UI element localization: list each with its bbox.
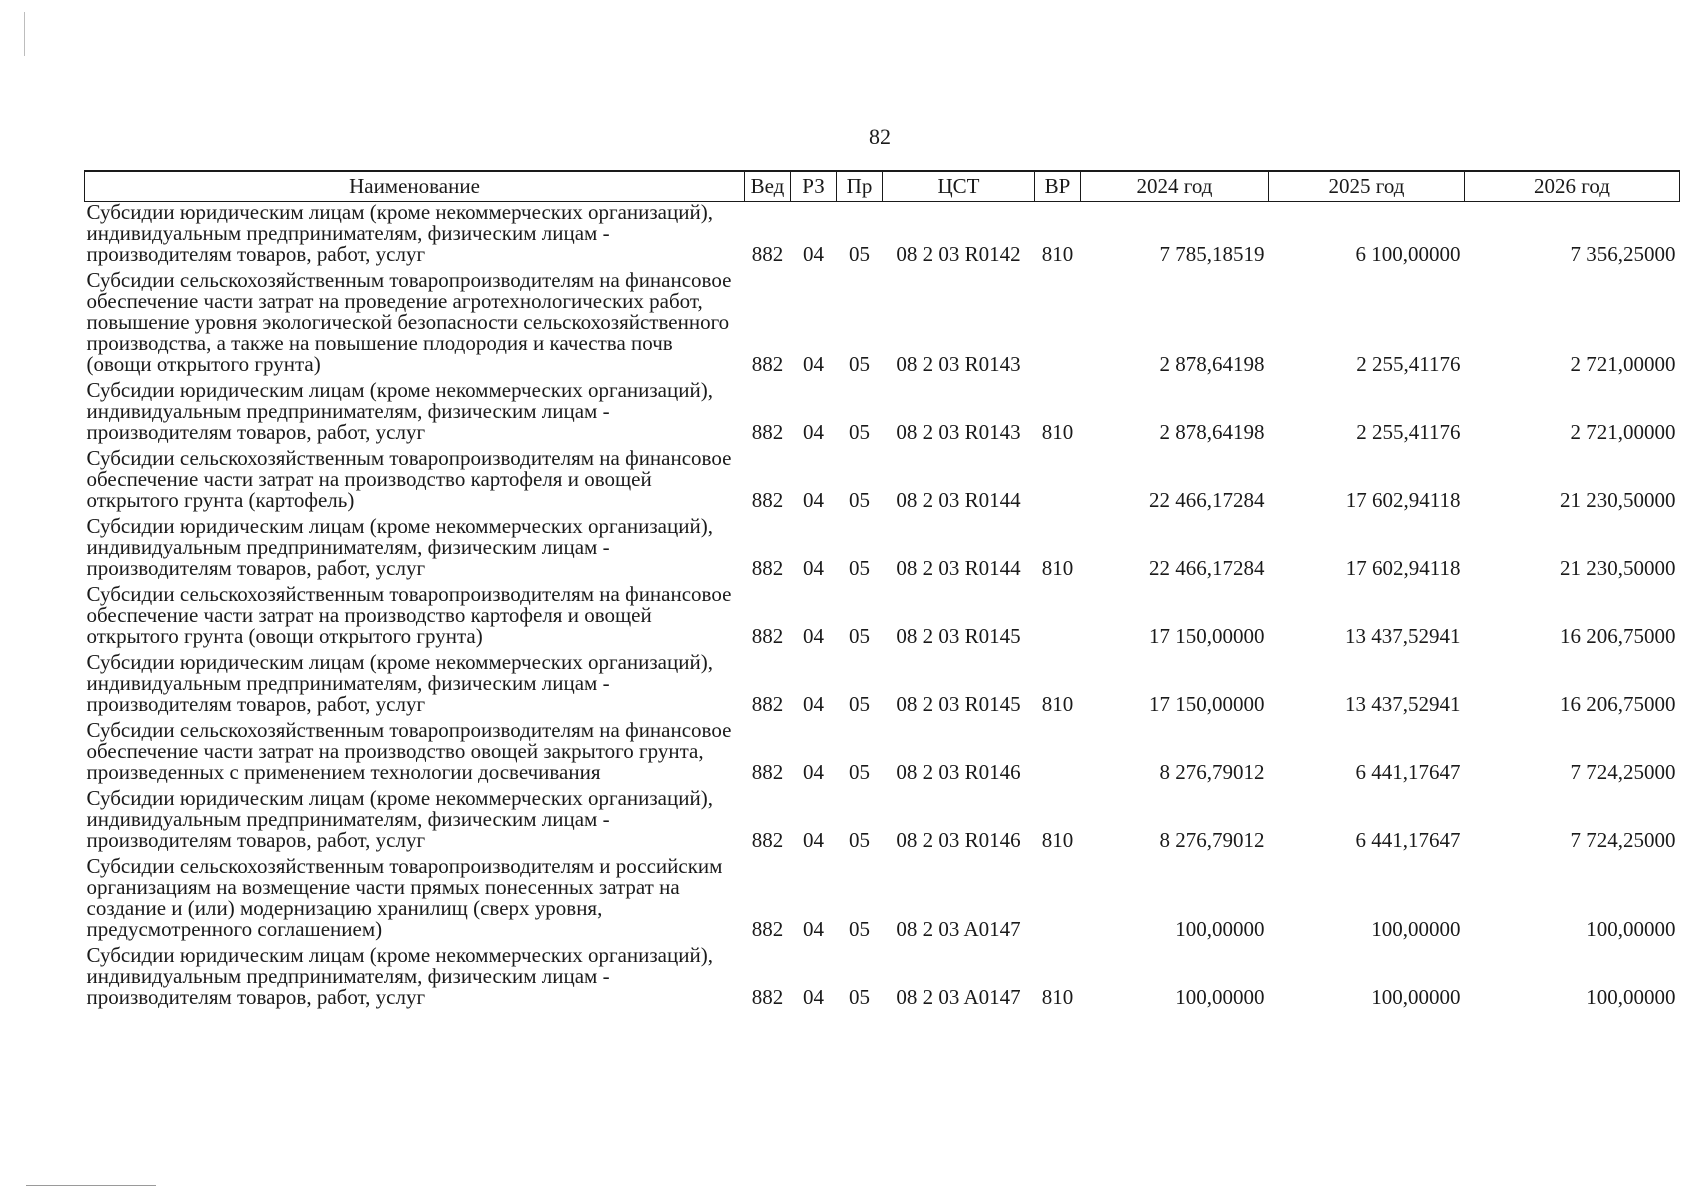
cell-vr: 810 <box>1041 828 1074 852</box>
table-row <box>85 270 1680 380</box>
cell-rz: 04 <box>803 556 824 580</box>
cell-rz: 04 <box>803 488 824 512</box>
cell-ved: 882 <box>751 624 784 648</box>
cell-pr: 05 <box>849 352 870 376</box>
budget-table <box>84 170 1680 1013</box>
cell-cst: 08 2 03 A0147 <box>896 985 1021 1009</box>
cell-name: Субсидии сельскохозяйственным товаропроизводителям на финансовое обеспечение части затрат на производство картофеля и овощей открытого грунта (картофель) <box>86 446 732 512</box>
cell-name: Субсидии юридическим лицам (кроме некоммерческих организаций), индивидуальным предпринимателям, физическим лицам - производителям товаров, работ, услуг <box>86 943 713 1009</box>
table-row <box>85 856 1680 945</box>
cell-cst: 08 2 03 R0145 <box>896 624 1021 648</box>
cell-2026: 100,00000 <box>1586 985 1676 1009</box>
cell-2025: 17 602,94118 <box>1345 488 1461 512</box>
cell-pr: 05 <box>849 692 870 716</box>
cell-ved: 882 <box>751 352 784 376</box>
cell-2025: 13 437,52941 <box>1345 692 1461 716</box>
cell-vr <box>1035 270 1081 380</box>
cell-2026: 16 206,75000 <box>1560 624 1676 648</box>
cell-rz: 04 <box>803 985 824 1009</box>
footer-line <box>26 1185 156 1186</box>
cell-rz: 04 <box>803 420 824 444</box>
cell-2026: 21 230,50000 <box>1560 488 1676 512</box>
cell-name: Субсидии сельскохозяйственным товаропроизводителям на финансовое обеспечение части затрат на проведение агротехнологических работ, повышение уровня экологической безопасности сельскохозяйственного производства, а также на повышение плодородия и качества почв (овощи открытого грунта) <box>86 268 732 376</box>
table-row <box>85 945 1680 1013</box>
cell-vr: 810 <box>1041 556 1074 580</box>
cell-name: Субсидии юридическим лицам (кроме некоммерческих организаций), индивидуальным предпринимателям, физическим лицам - производителям товаров, работ, услуг <box>86 514 713 580</box>
cell-2025: 6 441,17647 <box>1355 828 1461 852</box>
cell-name: Субсидии юридическим лицам (кроме некоммерческих организаций), индивидуальным предпринимателям, физическим лицам - производителям товаров, работ, услуг <box>86 786 713 852</box>
cell-vr: 810 <box>1041 692 1074 716</box>
cell-vr: 810 <box>1041 420 1074 444</box>
cell-2026: 21 230,50000 <box>1560 556 1676 580</box>
cell-pr: 05 <box>849 985 870 1009</box>
header-cst: ЦСТ <box>883 171 1035 202</box>
cell-vr <box>1035 856 1081 945</box>
cell-2026: 100,00000 <box>1586 917 1676 941</box>
cell-name: Субсидии юридическим лицам (кроме некоммерческих организаций), индивидуальным предпринимателям, физическим лицам - производителям товаров, работ, услуг <box>86 200 713 266</box>
cell-cst: 08 2 03 R0143 <box>896 352 1021 376</box>
cell-cst: 08 2 03 R0146 <box>896 760 1021 784</box>
cell-2024: 2 878,64198 <box>1159 420 1265 444</box>
cell-2024: 8 276,79012 <box>1159 828 1265 852</box>
cell-2024: 22 466,17284 <box>1149 556 1265 580</box>
cell-cst: 08 2 03 R0143 <box>896 420 1021 444</box>
header-name: Наименование <box>85 171 745 202</box>
table-header-row <box>85 171 1680 202</box>
cell-vr <box>1035 720 1081 788</box>
cell-pr: 05 <box>849 760 870 784</box>
cell-2026: 16 206,75000 <box>1560 692 1676 716</box>
cell-ved: 882 <box>751 420 784 444</box>
cell-rz: 04 <box>803 692 824 716</box>
table-row <box>85 448 1680 516</box>
cell-ved: 882 <box>751 692 784 716</box>
cell-pr: 05 <box>849 917 870 941</box>
header-vr: ВР <box>1035 171 1081 202</box>
cell-cst: 08 2 03 R0145 <box>896 692 1021 716</box>
cell-name: Субсидии сельскохозяйственным товаропроизводителям на финансовое обеспечение части затрат на производство овощей закрытого грунта, произведенных с применением технологии досвечивания <box>86 718 732 784</box>
cell-2025: 2 255,41176 <box>1356 420 1461 444</box>
cell-2025: 2 255,41176 <box>1356 352 1461 376</box>
cell-2025: 6 441,17647 <box>1355 760 1461 784</box>
cell-2024: 17 150,00000 <box>1149 624 1265 648</box>
cell-2024: 17 150,00000 <box>1149 692 1265 716</box>
cell-2026: 2 721,00000 <box>1570 420 1676 444</box>
cell-ved: 882 <box>751 828 784 852</box>
cell-name: Субсидии юридическим лицам (кроме некоммерческих организаций), индивидуальным предпринимателям, физическим лицам - производителям товаров, работ, услуг <box>86 378 713 444</box>
cell-pr: 05 <box>849 556 870 580</box>
header-pr: Пр <box>837 171 883 202</box>
cell-2025: 17 602,94118 <box>1345 556 1461 580</box>
cell-ved: 882 <box>751 556 784 580</box>
cell-vr: 810 <box>1041 242 1074 266</box>
table-row <box>85 516 1680 584</box>
cell-2026: 2 721,00000 <box>1570 352 1676 376</box>
cell-ved: 882 <box>751 242 784 266</box>
cell-2024: 100,00000 <box>1175 917 1265 941</box>
cell-2024: 100,00000 <box>1175 985 1265 1009</box>
cell-2025: 100,00000 <box>1371 985 1461 1009</box>
cell-ved: 882 <box>751 488 784 512</box>
cell-2025: 6 100,00000 <box>1355 242 1461 266</box>
cell-pr: 05 <box>849 242 870 266</box>
table-row <box>85 380 1680 448</box>
cell-2024: 8 276,79012 <box>1159 760 1265 784</box>
cell-2024: 2 878,64198 <box>1159 352 1265 376</box>
cell-name: Субсидии юридическим лицам (кроме некоммерческих организаций), индивидуальным предпринимателям, физическим лицам - производителям товаров, работ, услуг <box>86 650 713 716</box>
cell-rz: 04 <box>803 624 824 648</box>
cell-rz: 04 <box>803 352 824 376</box>
cell-pr: 05 <box>849 828 870 852</box>
cell-name: Субсидии сельскохозяйственным товаропроизводителям на финансовое обеспечение части затрат на производство картофеля и овощей открытого грунта (овощи открытого грунта) <box>86 582 732 648</box>
cell-cst: 08 2 03 R0144 <box>896 556 1021 580</box>
cell-2025: 100,00000 <box>1371 917 1461 941</box>
header-2025: 2025 год <box>1269 171 1465 202</box>
cell-vr <box>1035 584 1081 652</box>
cell-ved: 882 <box>751 985 784 1009</box>
margin-mark <box>24 12 25 56</box>
cell-pr: 05 <box>849 624 870 648</box>
table-body <box>85 202 1680 1014</box>
cell-2025: 13 437,52941 <box>1345 624 1461 648</box>
cell-2026: 7 724,25000 <box>1570 828 1676 852</box>
cell-ved: 882 <box>751 917 784 941</box>
cell-cst: 08 2 03 R0142 <box>896 242 1021 266</box>
table-row <box>85 584 1680 652</box>
header-rz: РЗ <box>791 171 837 202</box>
cell-rz: 04 <box>803 917 824 941</box>
cell-rz: 04 <box>803 760 824 784</box>
table-row <box>85 652 1680 720</box>
cell-pr: 05 <box>849 420 870 444</box>
cell-cst: 08 2 03 A0147 <box>896 917 1021 941</box>
cell-2026: 7 724,25000 <box>1570 760 1676 784</box>
header-2024: 2024 год <box>1081 171 1269 202</box>
cell-2024: 7 785,18519 <box>1159 242 1265 266</box>
cell-cst: 08 2 03 R0146 <box>896 828 1021 852</box>
cell-ved: 882 <box>751 760 784 784</box>
cell-2026: 7 356,25000 <box>1570 242 1676 266</box>
table-row <box>85 720 1680 788</box>
cell-rz: 04 <box>803 828 824 852</box>
cell-cst: 08 2 03 R0144 <box>896 488 1021 512</box>
cell-name: Субсидии сельскохозяйственным товаропроизводителям и российским организациям на возмещение части прямых понесенных затрат на создание и (или) модернизацию хранилищ (сверх уровня, предусмотренного соглашением) <box>86 854 723 941</box>
table-row <box>85 788 1680 856</box>
cell-vr <box>1035 448 1081 516</box>
table-row <box>85 202 1680 271</box>
cell-2024: 22 466,17284 <box>1149 488 1265 512</box>
cell-pr: 05 <box>849 488 870 512</box>
header-ved: Вед <box>745 171 791 202</box>
page-number: 82 <box>869 124 891 149</box>
cell-rz: 04 <box>803 242 824 266</box>
cell-vr: 810 <box>1041 985 1074 1009</box>
header-2026: 2026 год <box>1465 171 1680 202</box>
